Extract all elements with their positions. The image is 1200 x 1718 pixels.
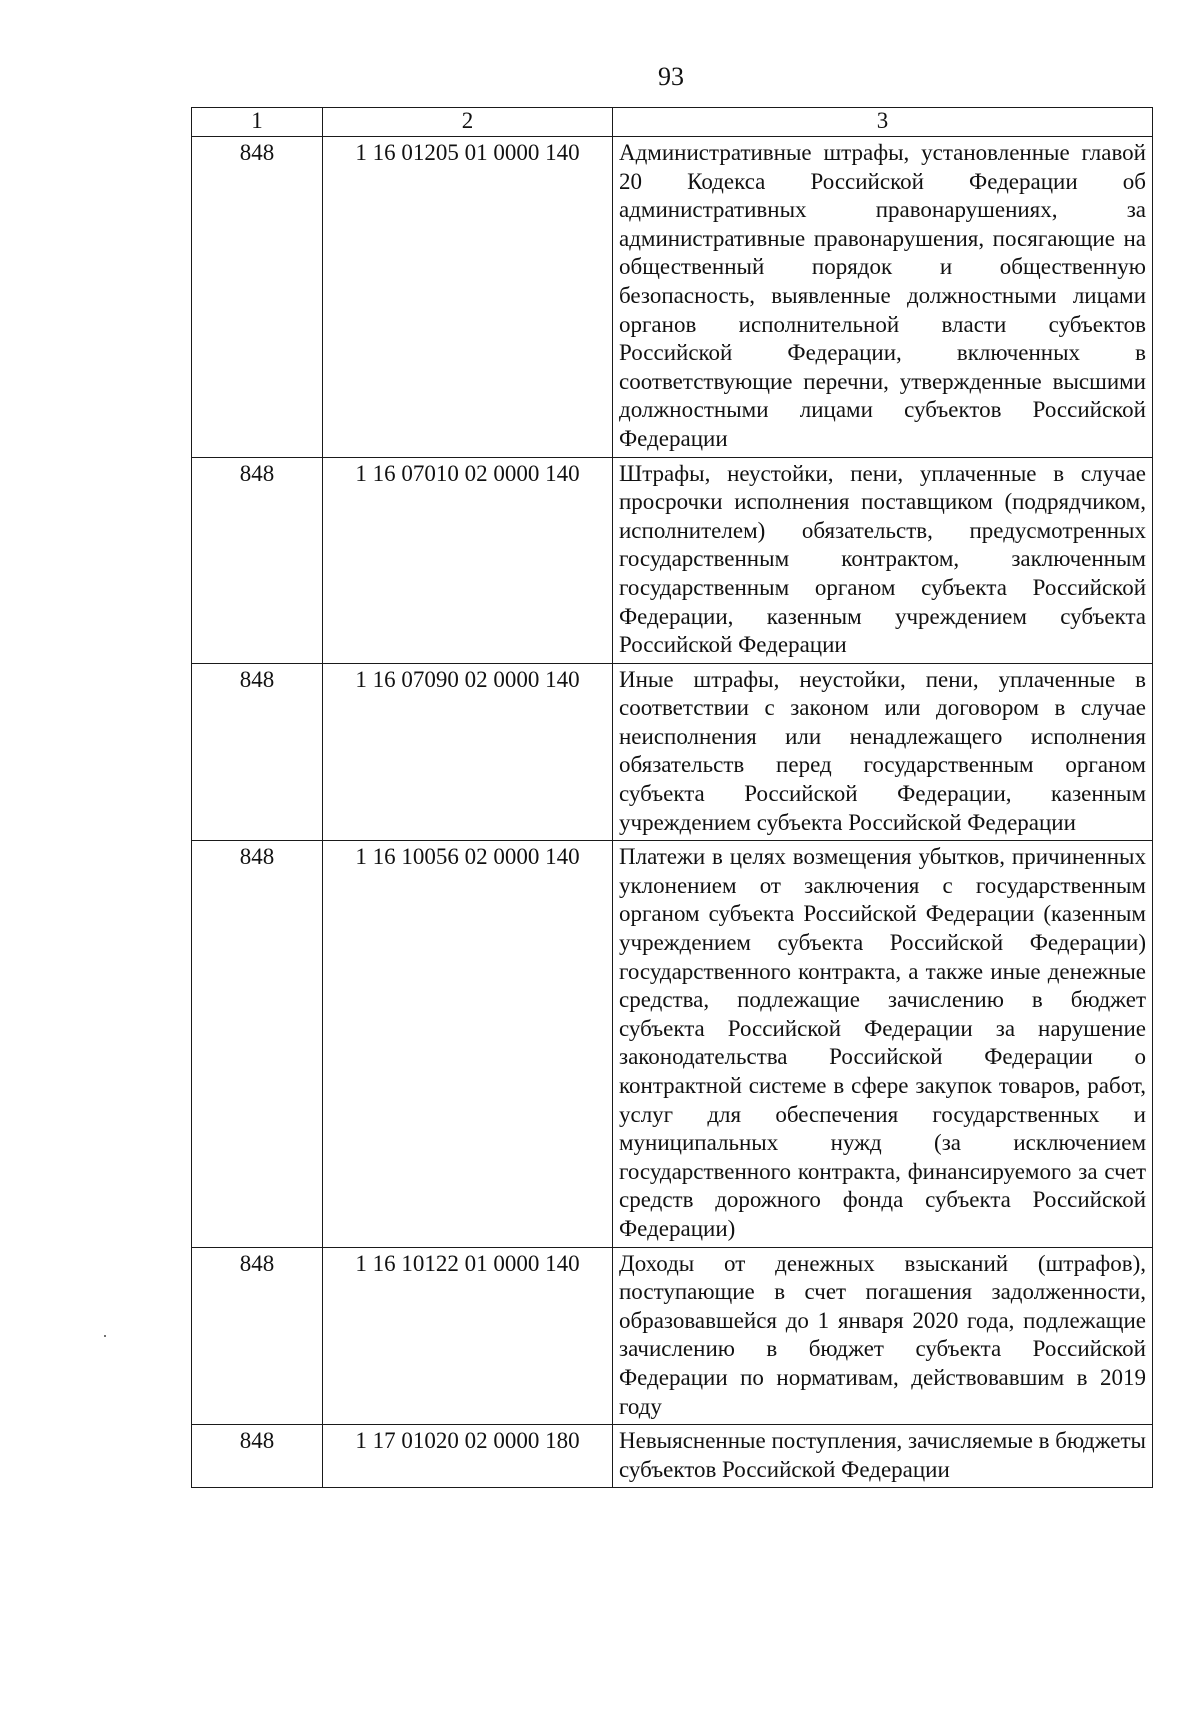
kbk-code-cell: 1 16 01205 01 0000 140 [323, 137, 613, 458]
org-code-cell: 848 [192, 663, 323, 841]
org-code-cell: 848 [192, 457, 323, 663]
revenue-name-cell: Платежи в целях возмещения убытков, причиненных уклонением от заключения с государственным органом субъекта Российской Федерации (казенным учреждением субъекта Российской Федерации) государственного контракта, а также иные денежные средства, подлежащие зачислению в бюджет субъекта Российской Федерации за нарушение законодательства Российской Федерации о контрактной системе в сфере закупок товаров, работ, услуг для обеспечения государственных и муниципальных нужд (за исключением государственного контракта, финансируемого за счет средств дорожного фонда субъекта Российской Федерации) [613, 841, 1153, 1247]
org-code-cell: 848 [192, 1247, 323, 1425]
kbk-code-cell: 1 16 07090 02 0000 140 [323, 663, 613, 841]
table-row [192, 137, 1153, 458]
header-col-2: 2 [323, 108, 613, 137]
kbk-code-cell: 1 16 07010 02 0000 140 [323, 457, 613, 663]
revenue-name-cell: Иные штрафы, неустойки, пени, уплаченные в соответствии с законом или договором в случае неисполнения или ненадлежащего исполнения обязательств перед государственным органом субъекта Российской Федерации, казенным учреждением субъекта Российской Федерации [613, 663, 1153, 841]
table-row [192, 663, 1153, 841]
revenue-name-cell: Доходы от денежных взысканий (штрафов), поступающие в счет погашения задолженности, образовавшейся до 1 января 2020 года, подлежащие зачислению в бюджет субъекта Российской Федерации по нормативам, действовавшим в 2019 году [613, 1247, 1153, 1425]
table-row [192, 1247, 1153, 1425]
header-col-1: 1 [192, 108, 323, 137]
kbk-code-cell: 1 16 10122 01 0000 140 [323, 1247, 613, 1425]
scan-speck [104, 1335, 106, 1337]
revenue-name-cell: Невыясненные поступления, зачисляемые в бюджеты субъектов Российской Федерации [613, 1425, 1153, 1488]
org-code-cell: 848 [192, 841, 323, 1247]
org-code-cell: 848 [192, 137, 323, 458]
org-code-cell: 848 [192, 1425, 323, 1488]
revenue-name-cell: Административные штрафы, установленные главой 20 Кодекса Российской Федерации об административных правонарушениях, за административные правонарушения, посягающие на общественный порядок и общественную безопасность, выявленные должностными лицами органов исполнительной власти субъектов Российской Федерации, включенных в соответствующие перечни, утвержденные высшими должностными лицами субъектов Российской Федерации [613, 137, 1153, 458]
revenue-codes-table [191, 107, 1153, 1488]
table-row [192, 1425, 1153, 1488]
table-header-row [192, 108, 1153, 137]
table-row [192, 457, 1153, 663]
kbk-code-cell: 1 16 10056 02 0000 140 [323, 841, 613, 1247]
table-row [192, 841, 1153, 1247]
kbk-code-cell: 1 17 01020 02 0000 180 [323, 1425, 613, 1488]
revenue-name-cell: Штрафы, неустойки, пени, уплаченные в случае просрочки исполнения поставщиком (подрядчиком, исполнителем) обязательств, предусмотренных государственным контрактом, заключенным государственным органом субъекта Российской Федерации, казенным учреждением субъекта Российской Федерации [613, 457, 1153, 663]
header-col-3: 3 [613, 108, 1153, 137]
page-number: 93 [658, 62, 684, 91]
